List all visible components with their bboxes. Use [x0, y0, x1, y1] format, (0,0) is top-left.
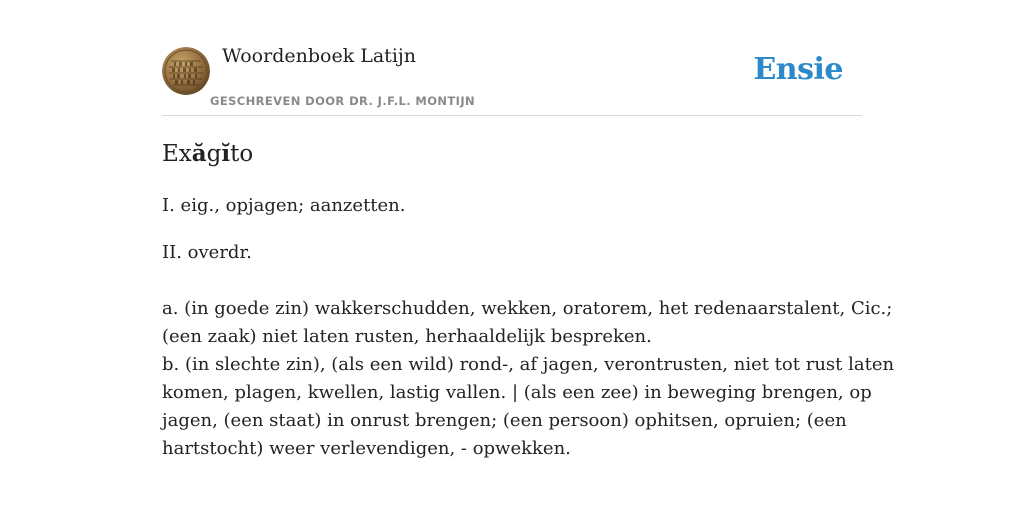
dictionary-title-link[interactable]: Woordenboek Latijn	[222, 45, 417, 67]
ensie-logo-link[interactable]: Ensie	[753, 52, 843, 87]
headword-part-accented: ĭ	[221, 140, 231, 167]
entry-headword	[162, 140, 253, 167]
sense-1: I. eig., opjagen; aanzetten.	[162, 195, 406, 216]
author-byline: GESCHREVEN DOOR DR. J.F.L. MONTIJN	[210, 94, 476, 108]
dictionary-card	[162, 0, 895, 512]
text-line: a. (in goede zin) wakkerschudden, wekken, oratorem, het redenaarstalent, Cic.;	[162, 298, 893, 319]
text-line: jagen, (een staat) in onrust brengen; (een persoon) ophitsen, opruien; (een	[162, 410, 847, 431]
headword-part: g	[206, 141, 222, 167]
dictionary-seal-image[interactable]	[162, 47, 210, 95]
page-header	[162, 0, 862, 116]
text-line: hartstocht) weer verlevendigen, - opwekken.	[162, 438, 571, 459]
sense-2-heading: II. overdr.	[162, 242, 252, 263]
headword-part: Ex	[162, 141, 192, 167]
headword-part-accented: ă	[191, 140, 207, 167]
headword-part: to	[230, 141, 254, 167]
text-line: b. (in slechte zin), (als een wild) rond-, af jagen, verontrusten, niet tot rust laten	[162, 354, 895, 375]
text-line: (een zaak) niet laten rusten, herhaaldelijk bespreken.	[162, 326, 652, 347]
sense-2a-paragraph	[162, 295, 895, 463]
text-line: komen, plagen, kwellen, lastig vallen. | (als een zee) in beweging brengen, op	[162, 382, 872, 403]
